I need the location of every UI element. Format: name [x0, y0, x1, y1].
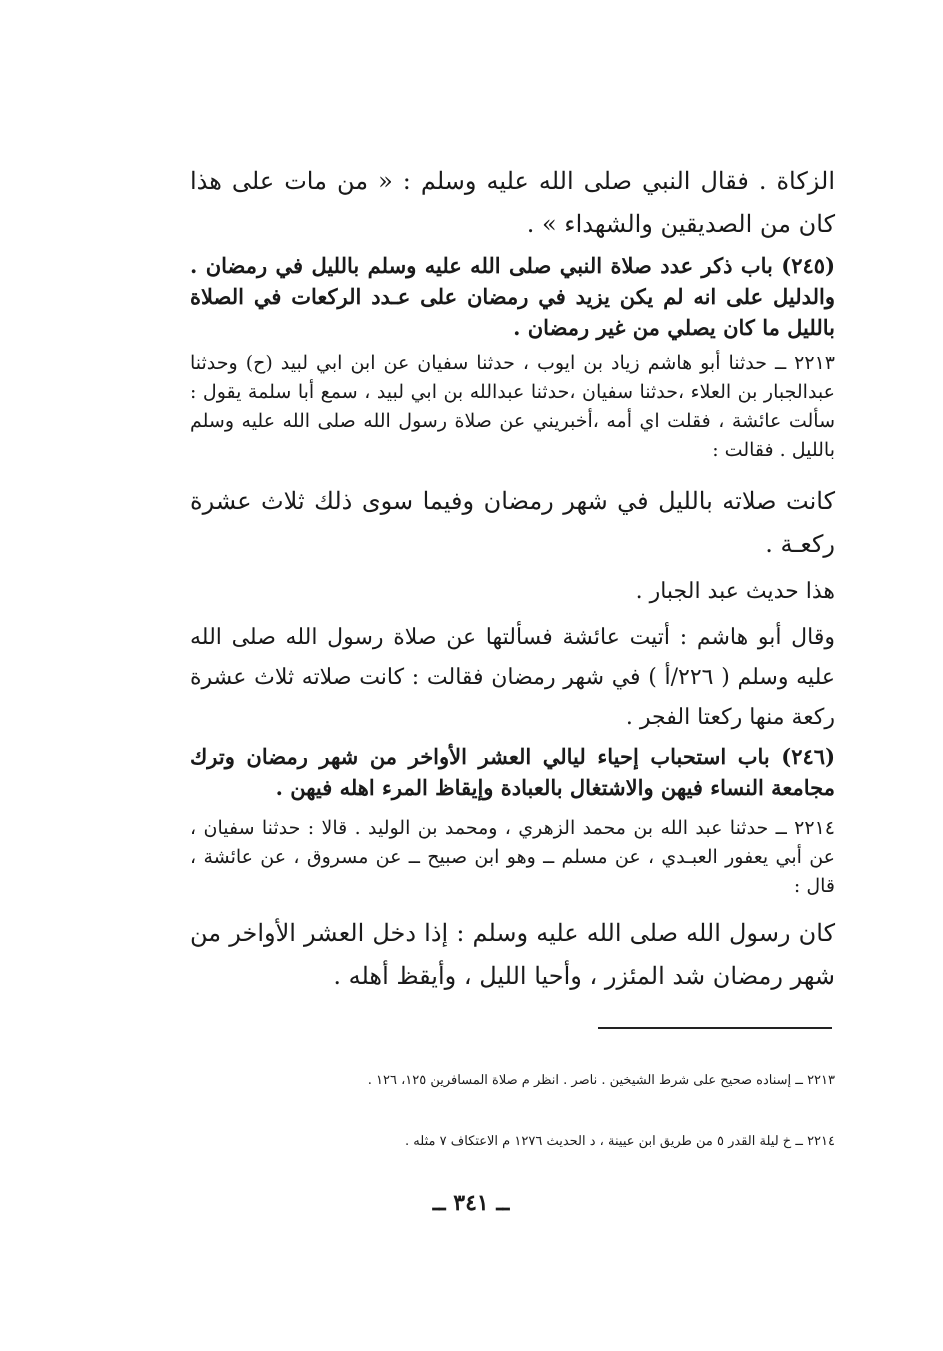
footnote-separator [598, 1027, 832, 1029]
page-number: ــ ٣٤١ ــ [432, 1190, 510, 1216]
isnad-2213: ٢٢١٣ ــ حدثنا أبو هاشم زياد بن ايوب ، حدثنا سفيان عن ابن ابي لبيد (ح) وحدثنا عبدالجبار بن العلاء ،حدثنا سفيان ،حدثنا عبدالله بن ابي لبيد ، سمع أبا سلمة يقول : سألت عائشة ، فقلت اي أمه ،أخبريني عن صلاة رسول الله صلى الله عليه وسلم بالليل . فقالت : [190, 352, 835, 461]
note-abduljabbar: هذا حديث عبد الجبار . [635, 579, 835, 604]
isnad-2214: ٢٢١٤ ــ حدثنا عبد الله بن محمد الزهري ، ومحمد بن الوليد . قالا : حدثنا سفيان ، عن أبي يعفور العبـدي ، عن مسلم ــ وهو ابن صبيح ــ عن مسروق ، عن عائشة ، قال : [190, 817, 835, 897]
chapter-heading-245: (٢٤٥) باب ذكر عدد صلاة النبي صلى الله عليه وسلم بالليل في رمضان . والدليل على انه لم يكن يزيد في رمضان على عـدد الركعات في الصلاة بالليل ما كان يصلي من غير رمضان . [190, 253, 835, 340]
footnote-2213: ٢٢١٣ ــ إسناده صحيح على شرط الشيخين . ناصر . انظر م صلاة المسافرين ١٢٥، ١٢٦ . [367, 1073, 835, 1088]
paragraph-abuhashim: وقال أبو هاشم : أتيت عائشة فسألتها عن صلاة رسول الله صلى الله عليه وسلم ( ٢٢٦/أ ) في شهر رمضان فقالت : كانت صلاته ثلاث عشرة ركعة منها ركعتا الفجر . [190, 625, 835, 730]
chapter-heading-246: (٢٤٦) باب استحباب إحياء ليالي العشر الأواخر من شهر رمضان وترك مجامعة النساء فيهن والاشتغال بالعبادة وإيقاظ المرء اهله فيهن . [190, 744, 835, 800]
paragraph-zakat: الزكاة . فقال النبي صلى الله عليه وسلم : « من مات على هذا كان من الصديقين والشهداء » . [190, 167, 835, 238]
matn-2214: كان رسول الله صلى الله عليه وسلم : إذا دخل العشر الأواخر من شهر رمضان شد المئزر ، وأحيا الليل ، وأيقظ أهله . [190, 919, 835, 990]
matn-2213: كانت صلاته بالليل في شهر رمضان وفيما سوى ذلك ثلاث عشرة ركعـة . [190, 487, 835, 558]
footnote-2214: ٢٢١٤ ــ خ ليلة القدر ٥ من طريق ابن عيينة ، د الحديث ١٢٧٦ م الاعتكاف ٧ مثله . [405, 1134, 835, 1149]
